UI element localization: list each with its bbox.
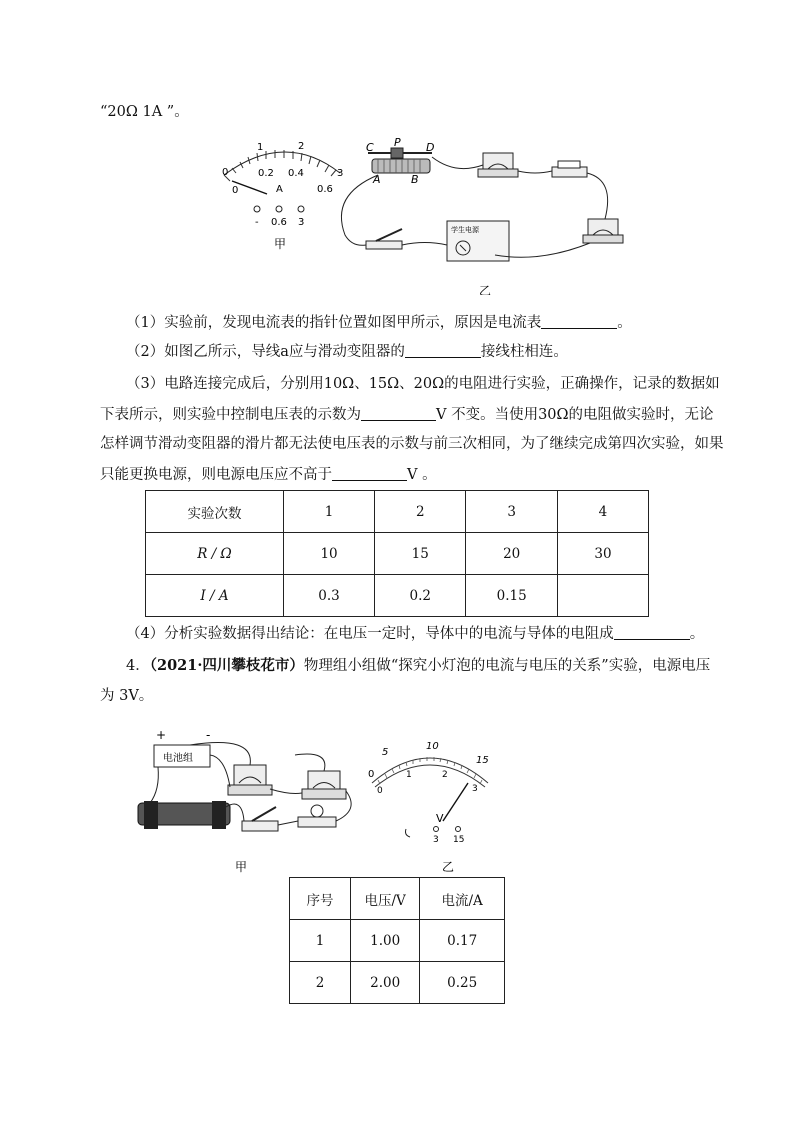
fig4-label-jia: 甲 [235, 860, 248, 874]
table-cell: 30 [557, 533, 648, 575]
voltmeter [302, 771, 346, 799]
battery-label: 电池组 [163, 753, 193, 764]
table-cell: 2.00 [350, 962, 419, 1004]
table-cell: 0.17 [420, 920, 505, 962]
voltmeter-scale-bottom-3: 3 [472, 784, 478, 794]
q4-text: 物理组小组做“探究小灯泡的电流与电压的关系”实验，电源电压 [303, 658, 711, 674]
ammeter-scale-bottom-2: 0.4 [288, 168, 304, 179]
table-cell: 0.25 [420, 962, 505, 1004]
voltmeter-terminal-3: 3 [433, 835, 439, 845]
table-cell: 20 [466, 533, 558, 575]
fig4-label-yi: 乙 [442, 860, 455, 874]
table-cell: 电压/V [350, 878, 419, 920]
q3-part3-line3: 怎样调节滑动变阻器的滑片都无法使电压表的示数与前三次相同，为了继续完成第四次实验，如果 [100, 436, 724, 452]
q3-part3-text: 下表所示，则实验中控制电压表的示数为 [100, 407, 361, 423]
voltmeter-scale-top-5: 5 [382, 747, 389, 758]
voltmeter-scale-top-15: 15 [476, 755, 489, 766]
ammeter [228, 765, 272, 795]
rheostat-label-c: C [366, 141, 374, 154]
q3-part4-end: 。 [689, 626, 705, 642]
q4-data-table [289, 877, 505, 1004]
answer-blank[interactable] [332, 464, 407, 481]
q3-part1 [126, 312, 632, 333]
voltmeter-scale-top-10: 10 [426, 741, 439, 752]
q3-part1-end: 。 [617, 315, 632, 331]
table-row [290, 878, 505, 920]
q3-part2 [126, 341, 568, 362]
answer-blank[interactable] [614, 623, 690, 640]
table-cell: 0.15 [466, 575, 558, 617]
q4-line1 [126, 656, 710, 676]
voltmeter-scale-bottom-2: 2 [442, 770, 448, 780]
table-cell: 4 [557, 491, 648, 533]
table-row [290, 962, 505, 1004]
table-cell: 2 [290, 962, 351, 1004]
table-cell: R / Ω [146, 533, 284, 575]
table-row [146, 575, 649, 617]
rheostat-4 [138, 801, 230, 829]
ammeter-unit: A [276, 184, 283, 195]
q4-line2: 为 3V。 [100, 688, 154, 704]
top-line: “20Ω 1A ”。 [100, 104, 189, 120]
ammeter-scale-bottom-0: 0 [232, 185, 239, 196]
figure-circuit-3 [200, 135, 650, 295]
ammeter-scale-top-2: 2 [298, 141, 305, 152]
rheostat-label-d: D [426, 141, 435, 154]
table-cell: 1 [283, 491, 374, 533]
table-cell: 10 [283, 533, 374, 575]
table-cell: 电流/A [420, 878, 505, 920]
q3-part4-text: （4）分析实验数据得出结论：在电压一定时，导体中的电流与导体的电阻成 [126, 626, 614, 642]
ammeter-right [583, 219, 623, 243]
voltmeter-unit: V [436, 812, 444, 825]
table-cell: 实验次数 [146, 491, 284, 533]
switch-4 [242, 807, 278, 831]
table-cell: 3 [466, 491, 558, 533]
q4-number: 4． [126, 658, 150, 674]
rheostat [366, 136, 434, 186]
answer-blank[interactable] [361, 404, 436, 421]
ammeter-terminal-0-6: 0.6 [271, 217, 287, 228]
q3-part3-line2 [100, 404, 714, 425]
answer-blank[interactable] [405, 341, 481, 358]
ammeter-scale-top-3: 3 [337, 168, 344, 179]
table-cell: I / A [146, 575, 284, 617]
voltmeter-scale-bottom-1: 1 [406, 770, 412, 780]
q3-part4 [126, 623, 704, 644]
q3-part2-end: 接线柱相连。 [480, 344, 568, 360]
voltmeter-dial [368, 741, 489, 845]
lamp [298, 805, 336, 827]
q3-part1-text: （1）实验前，发现电流表的指针位置如图甲所示，原因是电流表 [126, 315, 542, 331]
rheostat-label-p: P [394, 136, 401, 149]
ammeter-terminal-3: 3 [298, 217, 305, 228]
rheostat-label-b: B [411, 173, 419, 186]
svg-text:+: + [156, 728, 167, 742]
table-cell [557, 575, 648, 617]
table-cell: 15 [375, 533, 466, 575]
voltmeter-top [478, 153, 518, 177]
q3-part3-text-c: 只能更换电源，则电源电压应不高于 [100, 467, 332, 483]
figure-circuit-4 [130, 725, 510, 877]
q3-part3-end: V 。 [407, 467, 437, 483]
voltmeter-scale-bottom-0: 0 [377, 786, 383, 796]
table-row [290, 920, 505, 962]
table-cell: 2 [375, 491, 466, 533]
table-cell: 1.00 [350, 920, 419, 962]
fixed-resistor [552, 161, 587, 177]
table-cell: 1 [290, 920, 351, 962]
table-cell: 0.3 [283, 575, 374, 617]
q3-data-table [145, 490, 649, 617]
q3-part3-line1: （3）电路连接完成后，分别用10Ω、15Ω、20Ω的电阻进行实验，正确操作，记录的数据如 [126, 376, 720, 392]
table-row [146, 533, 649, 575]
ammeter-terminal-neg: - [255, 217, 259, 228]
voltmeter-terminal-15: 15 [453, 835, 465, 845]
power-supply-label: 学生电源 [451, 226, 479, 234]
q4-source: （2021·四川攀枝花市） [149, 657, 304, 674]
ammeter-zero-top: 0 [222, 167, 229, 178]
battery-pack [154, 728, 210, 767]
ammeter-dial [222, 141, 343, 251]
rheostat-label-a: A [373, 173, 381, 186]
fig3-label-yi: 乙 [479, 284, 492, 295]
svg-text:0: 0 [368, 769, 375, 780]
power-supply [447, 221, 509, 261]
q3-part3-line4 [100, 464, 437, 485]
ammeter-scale-bottom-1: 0.2 [258, 168, 274, 179]
q3-part2-text: （2）如图乙所示，导线a应与滑动变阻器的 [126, 344, 405, 360]
voltmeter-pointer [443, 783, 468, 821]
table-row [146, 491, 649, 533]
fig3-label-jia: 甲 [274, 237, 287, 251]
table-cell: 序号 [290, 878, 351, 920]
answer-blank[interactable] [541, 312, 617, 329]
ammeter-scale-bottom-3: 0.6 [317, 184, 333, 195]
q3-part3-text-b: V 不变。当使用30Ω的电阻做实验时，无论 [436, 407, 714, 423]
ammeter-scale-top-1: 1 [257, 142, 264, 153]
switch [366, 229, 402, 249]
table-cell: 0.2 [375, 575, 466, 617]
svg-text:-: - [206, 728, 211, 742]
